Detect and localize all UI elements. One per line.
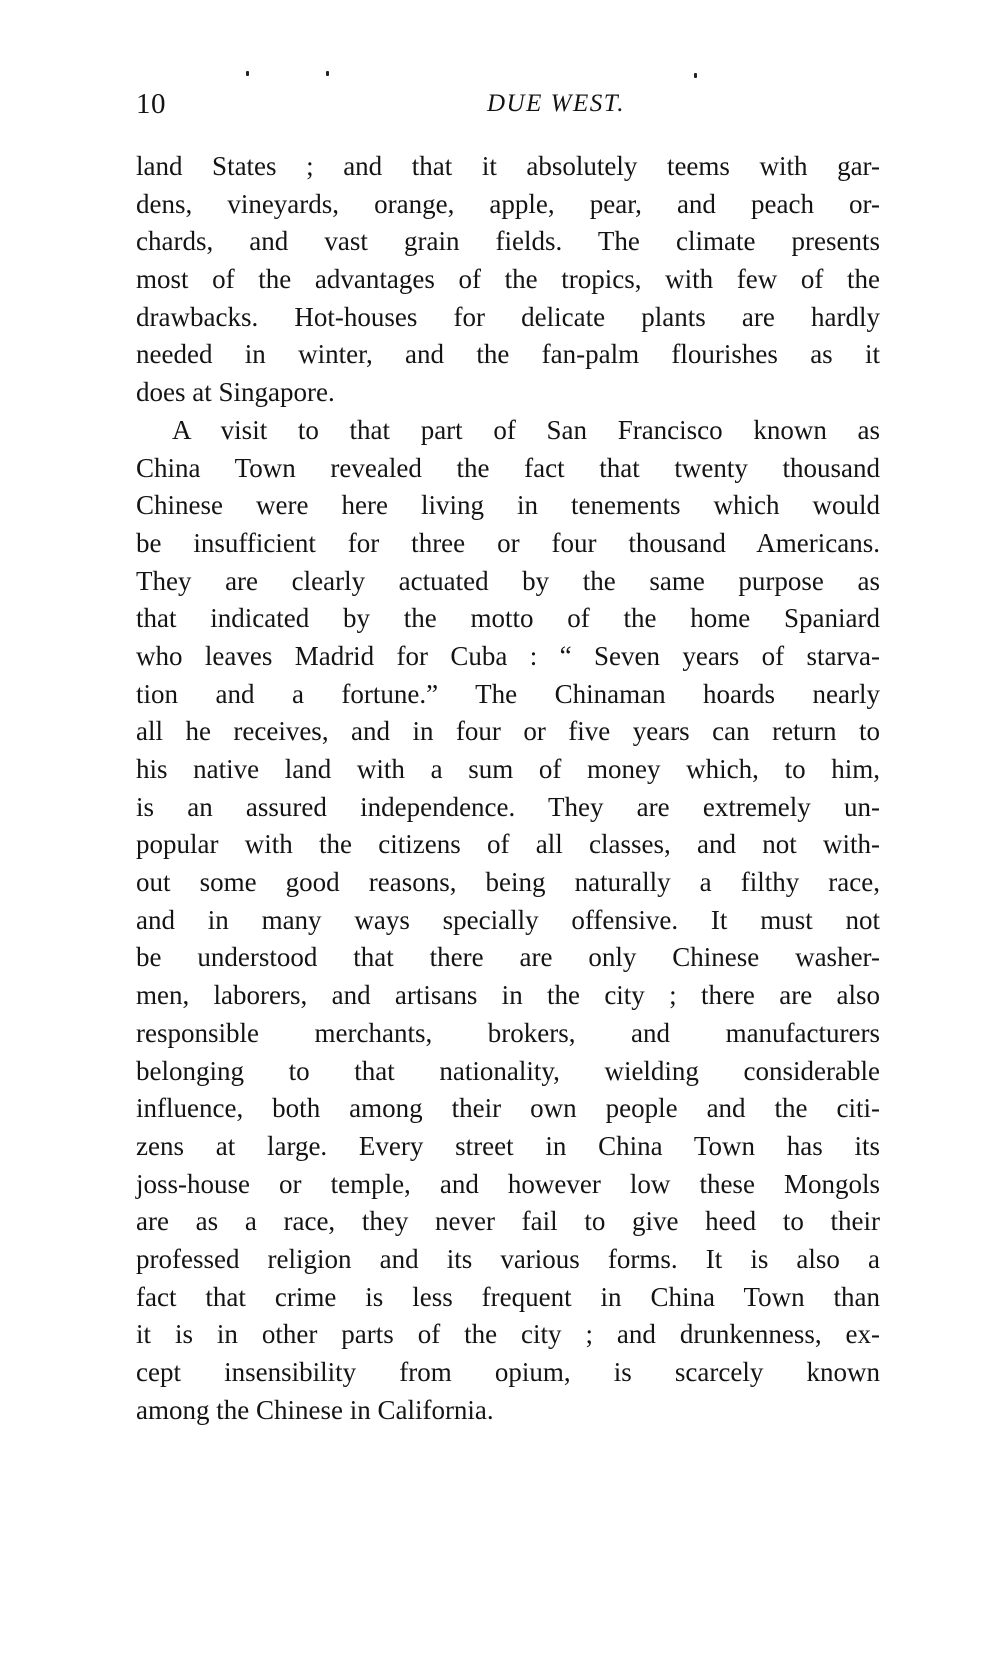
text-line: most of the advantages of the tropics, with few of the [136,264,880,295]
text-line: chards, and vast grain fields. The climate presents [136,226,880,257]
text-line: out some good reasons, being naturally a filthy race, [136,867,880,898]
text-line: Chinese were here living in tenements which would [136,490,880,521]
text-line: that indicated by the motto of the home Spaniard [136,603,880,634]
text-line: A visit to that part of San Francisco known as [172,414,880,445]
text-line: needed in winter, and the fan-palm flourishes as it [136,339,880,370]
text-line: it is in other parts of the city ; and drunkenness, ex- [136,1319,880,1350]
text-line: is an assured independence. They are extremely un- [136,791,880,822]
running-title: DUE WEST. [486,90,626,117]
text-line: men, laborers, and artisans in the city ; there are also [136,980,880,1011]
body-text [136,148,880,1429]
page-header [136,86,896,126]
text-line: tion and a fortune.” The Chinaman hoards nearly [136,678,880,709]
text-line: zens at large. Every street in China Town has its [136,1130,880,1161]
ink-speck [326,71,329,76]
text-line: who leaves Madrid for Cuba : “ Seven years of starva- [136,640,880,671]
text-line: dens, vineyards, orange, apple, pear, and peach or- [136,188,880,219]
text-line: influence, both among their own people and the citi- [136,1093,880,1124]
text-line: responsible merchants, brokers, and manufacturers [136,1017,880,1048]
text-line: does at Singapore. [136,377,335,408]
text-line: popular with the citizens of all classes, and not with- [136,829,880,860]
text-line: China Town revealed the fact that twenty thousand [136,452,880,483]
text-line: drawbacks. Hot-houses for delicate plants are hardly [136,301,880,332]
text-line: all he receives, and in four or five years can return to [136,716,880,747]
ink-speck [246,71,249,76]
text-line: among the Chinese in California. [136,1394,494,1425]
ink-speck [694,73,697,78]
text-line: his native land with a sum of money which, to him, [136,754,880,784]
text-line: joss-house or temple, and however low these Mongols [136,1168,880,1199]
text-line: fact that crime is less frequent in China Town than [136,1281,880,1312]
text-line: be insufficient for three or four thousand Americans. [136,527,880,558]
text-line: They are clearly actuated by the same purpose as [136,565,880,596]
text-line: belonging to that nationality, wielding considerable [136,1055,880,1086]
text-line: cept insensibility from opium, is scarcely known [136,1357,880,1387]
page-number: 10 [136,88,166,120]
text-line: and in many ways specially offensive. It must not [136,904,880,935]
text-line: be understood that there are only Chinese washer- [136,942,880,973]
text-line: land States ; and that it absolutely teems with gar- [136,151,880,181]
text-line: professed religion and its various forms. It is also a [136,1243,880,1274]
text-line: are as a race, they never fail to give heed to their [136,1206,880,1237]
